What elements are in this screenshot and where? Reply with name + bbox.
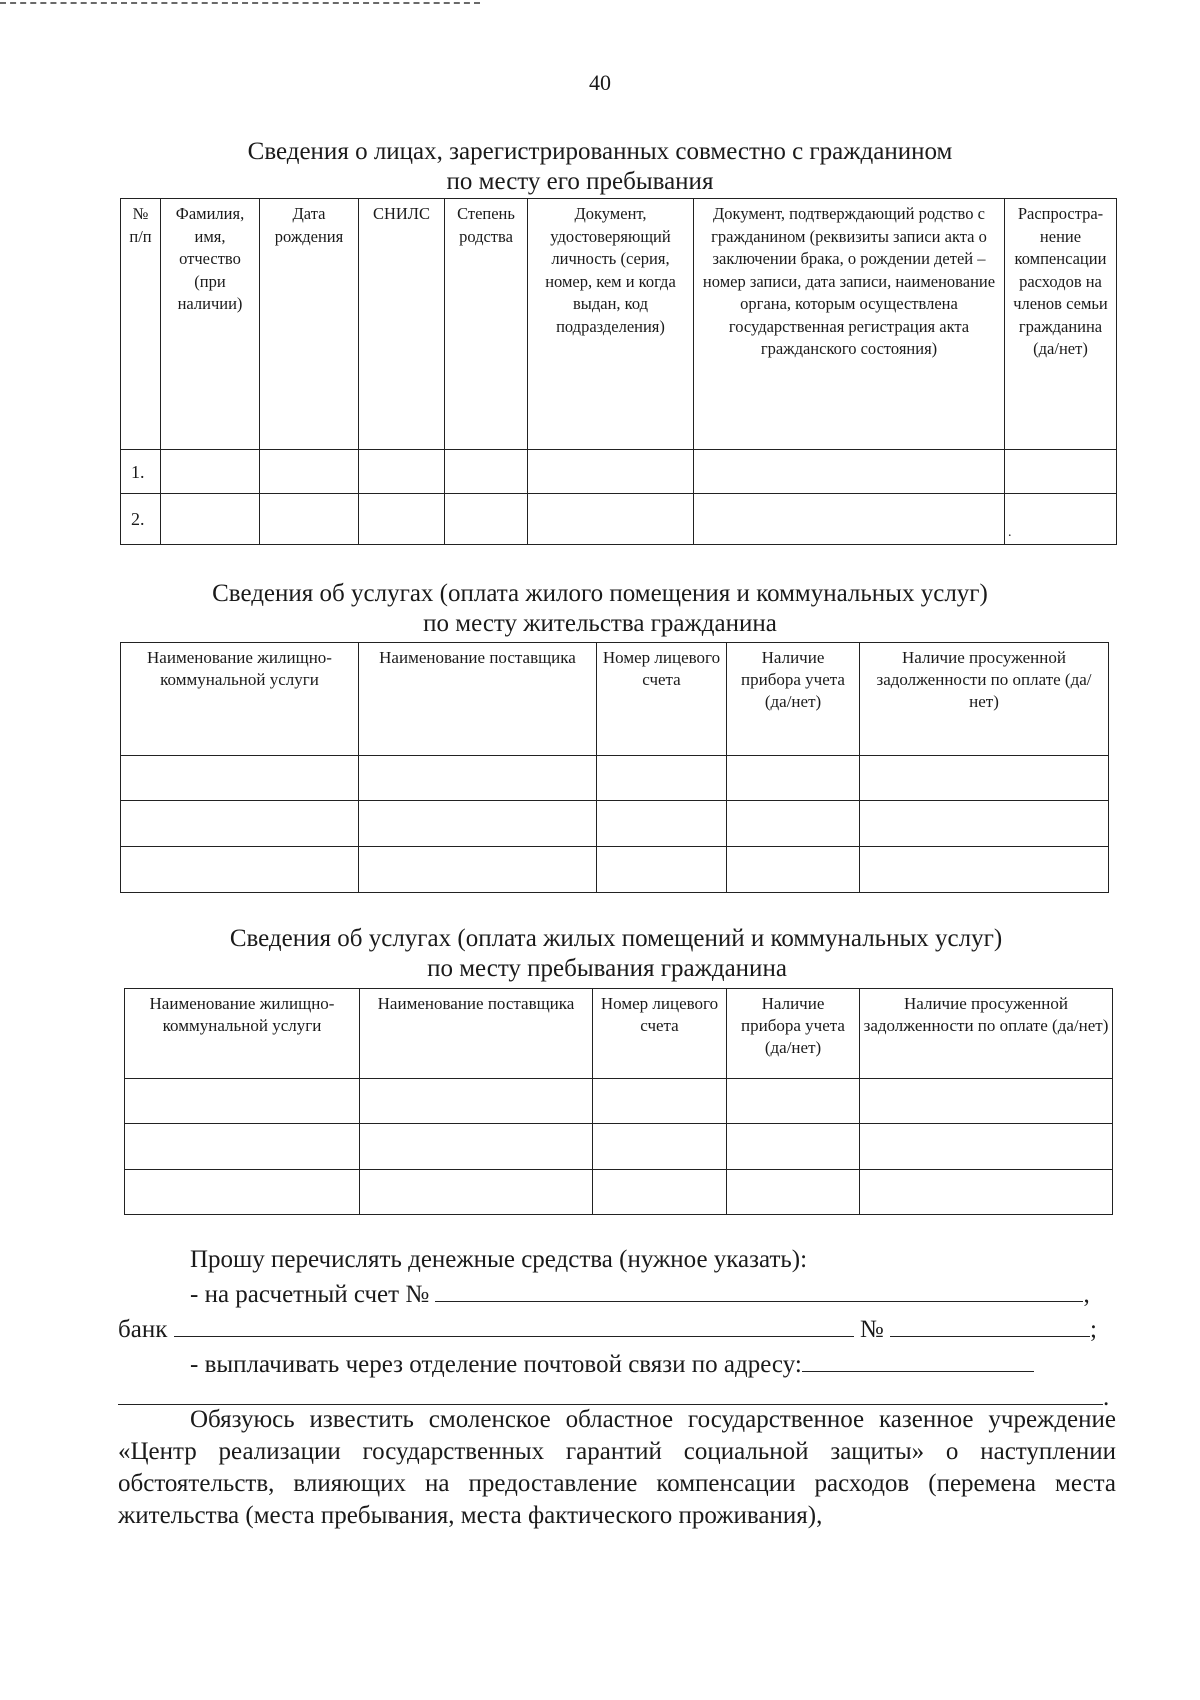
header-supplier-name: Наименование поставщика	[359, 643, 597, 756]
section1-title-line1: Сведения о лицах, зарегистрированных совместно с гражданином	[247, 138, 953, 165]
table-row	[125, 1079, 1113, 1124]
table-cell[interactable]	[359, 494, 445, 545]
section1-title	[0, 137, 1200, 197]
table-cell[interactable]	[727, 756, 860, 801]
section3-title	[0, 924, 1200, 984]
bank-line-end: ;	[1089, 1316, 1097, 1343]
table-cell[interactable]	[1005, 450, 1117, 494]
header-service-name: Наименование жилищно-коммунальной услуги	[125, 989, 360, 1079]
table-cell[interactable]	[727, 1079, 860, 1124]
address-continuation-field[interactable]	[118, 1380, 1103, 1405]
header-overdue-debt: Наличие просуженной задолженности по оплате (да/нет)	[860, 643, 1109, 756]
header-service-name: Наименование жилищно-коммунальной услуги	[121, 643, 359, 756]
table-cell[interactable]	[694, 450, 1005, 494]
residence-services-table	[120, 642, 1109, 893]
account-line	[190, 1277, 1090, 1310]
post-address-field[interactable]	[802, 1347, 1034, 1372]
table-cell[interactable]	[860, 801, 1109, 847]
account-number-field[interactable]	[435, 1277, 1083, 1302]
header-account-number: Номер лицевого счета	[597, 643, 727, 756]
account-line-end: ,	[1083, 1281, 1090, 1308]
table-cell[interactable]	[445, 450, 528, 494]
table-cell[interactable]	[1005, 494, 1117, 545]
stray-mark: .	[1008, 525, 1012, 540]
header-number: № п/п	[121, 199, 161, 450]
table-cell[interactable]	[161, 450, 260, 494]
section3-title-line1: Сведения об услугах (оплата жилых помещений и коммунальных услуг)	[229, 925, 1003, 952]
page-number: 40	[589, 70, 611, 95]
table-cell[interactable]	[528, 450, 694, 494]
header-kinship-document: Документ, подтверждающий родство с гражданином (реквизиты записи акта о заключении брака, о рождении детей – номер записи, дата записи, наименование органа, которым осуществлена государственная регистрация акта гражданского состояния)	[694, 199, 1005, 450]
header-full-name: Фамилия, имя, отчество (при наличии)	[161, 199, 260, 450]
scan-artifact-line	[0, 2, 480, 4]
table-cell[interactable]	[121, 847, 359, 893]
table-cell[interactable]	[860, 756, 1109, 801]
bank-name-field[interactable]	[174, 1312, 854, 1337]
table-cell[interactable]	[445, 494, 528, 545]
section2-title-line1: Сведения об услугах (оплата жилого помещения и коммунальных услуг)	[212, 580, 988, 607]
post-label: - выплачивать через отделение почтовой связи по адресу:	[190, 1351, 802, 1378]
table-cell[interactable]	[597, 801, 727, 847]
header-relationship: Степень родства	[445, 199, 528, 450]
cohabitants-header-row	[121, 199, 1117, 450]
bank-number-label: №	[859, 1316, 884, 1343]
table-cell[interactable]	[125, 1079, 360, 1124]
bank-number-field[interactable]	[890, 1312, 1090, 1337]
table-cell[interactable]	[125, 1170, 360, 1215]
row-number: 2.	[121, 494, 161, 545]
post-line	[190, 1347, 1034, 1380]
section2-title-line2: по месту жительства гражданина	[423, 610, 777, 637]
table-cell[interactable]	[593, 1170, 727, 1215]
table-row	[121, 450, 1117, 494]
stay-header-row	[125, 989, 1113, 1079]
payment-request-text: Прошу перечислять денежные средства (нужное указать):	[190, 1246, 808, 1273]
bank-line	[118, 1312, 1097, 1345]
header-identity-document: Документ, удостоверяющий личность (серия, номер, кем и когда выдан, код подразделения)	[528, 199, 694, 450]
header-account-number: Номер лицевого счета	[593, 989, 727, 1079]
table-cell[interactable]	[727, 1170, 860, 1215]
table-cell[interactable]	[860, 1170, 1113, 1215]
header-birth-date: Дата рождения	[260, 199, 359, 450]
section1-title-line2: по месту его пребывания	[446, 168, 714, 195]
table-cell[interactable]	[359, 801, 597, 847]
table-cell[interactable]	[593, 1079, 727, 1124]
table-cell[interactable]	[360, 1079, 593, 1124]
table-cell[interactable]	[860, 1124, 1113, 1170]
table-cell[interactable]	[597, 847, 727, 893]
table-cell[interactable]	[360, 1170, 593, 1215]
header-meter-presence: Наличие прибора учета (да/нет)	[727, 643, 860, 756]
table-cell[interactable]	[161, 494, 260, 545]
table-cell[interactable]	[727, 801, 860, 847]
table-cell[interactable]	[359, 756, 597, 801]
table-cell[interactable]	[260, 494, 359, 545]
table-cell[interactable]	[593, 1124, 727, 1170]
table-row	[121, 847, 1109, 893]
table-row	[121, 756, 1109, 801]
section3-title-line2: по месту пребывания гражданина	[427, 955, 787, 982]
cohabitants-table	[120, 198, 1117, 545]
table-cell[interactable]	[121, 801, 359, 847]
table-cell[interactable]	[727, 847, 860, 893]
table-row	[125, 1124, 1113, 1170]
table-cell[interactable]	[597, 756, 727, 801]
table-cell[interactable]	[860, 847, 1109, 893]
table-row	[125, 1170, 1113, 1215]
table-cell[interactable]	[121, 756, 359, 801]
table-cell[interactable]	[727, 1124, 860, 1170]
table-row	[121, 801, 1109, 847]
header-meter-presence: Наличие прибора учета (да/нет)	[727, 989, 860, 1079]
address-line-end: .	[1103, 1384, 1110, 1411]
bank-label: банк	[118, 1316, 168, 1343]
residence-header-row	[121, 643, 1109, 756]
table-cell[interactable]	[694, 494, 1005, 545]
account-label: - на расчетный счет №	[190, 1281, 430, 1308]
table-cell[interactable]	[360, 1124, 593, 1170]
header-supplier-name: Наименование поставщика	[360, 989, 593, 1079]
table-cell[interactable]	[359, 450, 445, 494]
section2-title	[0, 579, 1200, 639]
header-compensation-extension: Распростра-нение компенсации расходов на членов семьи гражданина (да/нет)	[1005, 199, 1117, 450]
header-overdue-debt: Наличие просуженной задолженности по оплате (да/нет)	[860, 989, 1113, 1079]
row-number: 1.	[121, 450, 161, 494]
table-cell[interactable]	[528, 494, 694, 545]
obligation-text: Обязуюсь известить смоленское областное государственное казенное учреждение «Центр реализации государственных гарантий социальной защиты» о наступлении обстоятельств, влияющих на предоставление компенсации расходов (перемена места жительства (места пребывания, места фактического проживания),	[118, 1406, 1116, 1529]
obligation-paragraph	[118, 1404, 1116, 1532]
table-cell[interactable]	[860, 1079, 1113, 1124]
table-row	[121, 494, 1117, 545]
table-cell[interactable]	[260, 450, 359, 494]
stay-services-table	[124, 988, 1113, 1215]
table-cell[interactable]	[125, 1124, 360, 1170]
header-snils: СНИЛС	[359, 199, 445, 450]
table-cell[interactable]	[359, 847, 597, 893]
